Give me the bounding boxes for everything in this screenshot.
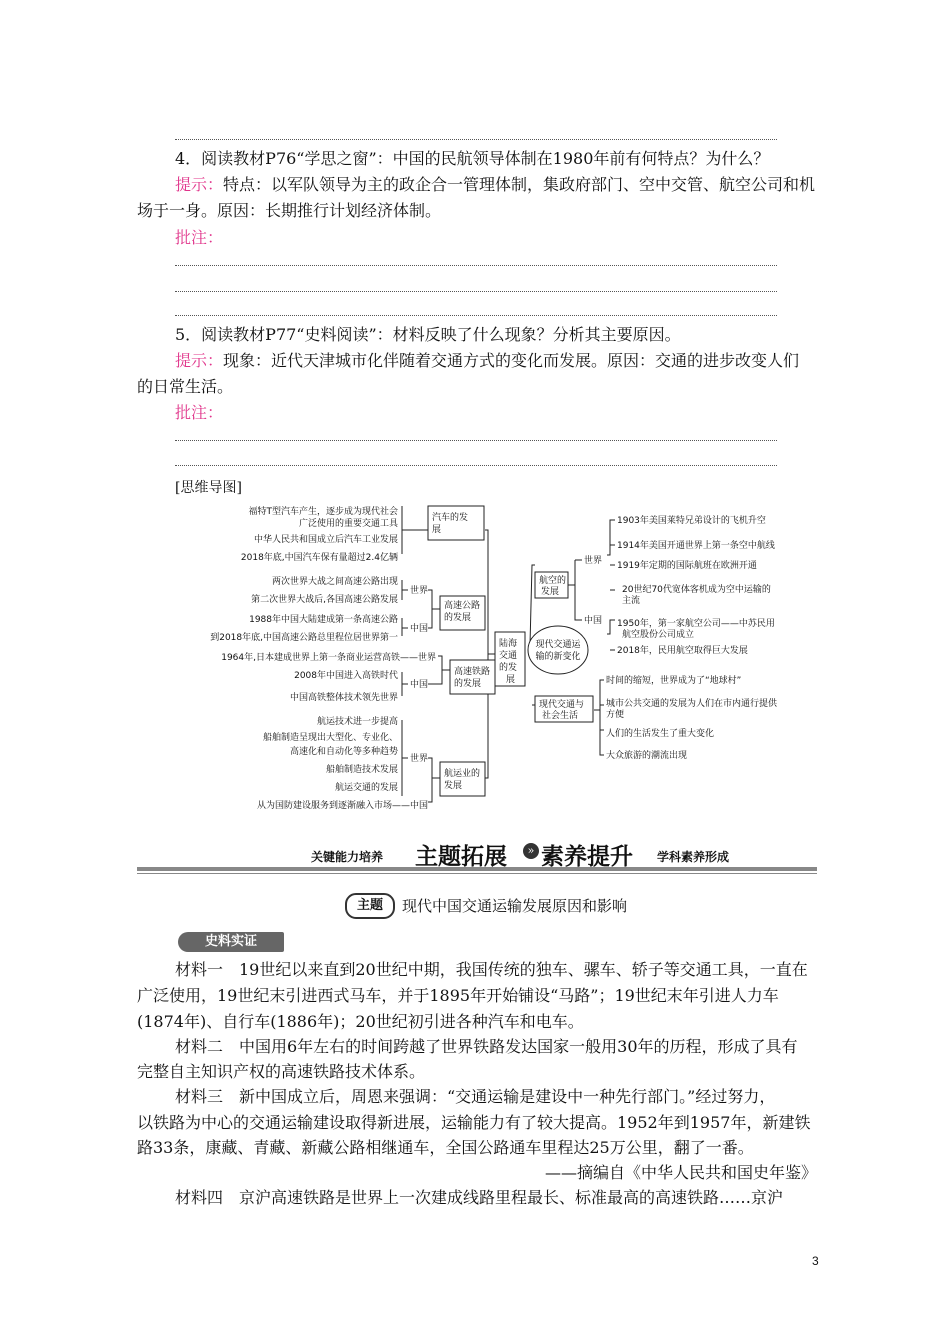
ship-world: 世界 [410, 754, 429, 764]
material-line: 路33条，康藏、青藏、新藏公路相继通车，全国公路通车里程达25万公里，翻了一番。 [137, 1138, 754, 1157]
air-world: 世界 [584, 556, 603, 566]
hint-label: 提示： [175, 175, 224, 194]
life-item: 人们的生活发生了重大变化 [606, 729, 715, 739]
hint-text: 现象：近代天津城市化伴随着交通方式的变化而发展。原因：交通的进步改变人们 [223, 351, 800, 370]
q5-hint-line [175, 350, 855, 372]
car-item: 福特T型汽车产生，逐步成为现代社会 [248, 507, 398, 517]
air-label: 发展 [541, 587, 560, 597]
q4-hint-line2: 场于一身。原因：长期推行计划经济体制。 [137, 201, 442, 220]
banner-right: 学科素养形成 [657, 850, 730, 864]
center-node: 输的新变化 [535, 652, 581, 662]
answer-line [175, 440, 777, 441]
material-line: 材料二 中国用6年左右的时间跨越了世界铁路发达国家一般用30年的历程，形成了具有 [175, 1037, 798, 1056]
air-item: 1903年美国莱特兄弟设计的飞机升空 [617, 516, 766, 526]
road-item: 1988年中国大陆建成第一条高速公路 [249, 615, 398, 625]
ship-item: 航运交通的发展 [334, 783, 398, 793]
material-line: 材料一 19世纪以来直到20世纪中期，我国传统的独车、骡车、轿子等交通工具，一直在 [175, 960, 808, 979]
divider [137, 867, 817, 871]
car-label: 汽车的发 [432, 513, 469, 523]
ship-label: 发展 [444, 781, 463, 791]
road-china: 中国 [410, 624, 429, 634]
topic-title: 现代中国交通运输发展原因和影响 [402, 897, 628, 915]
banner-title: 素养提升 [541, 844, 633, 870]
banner-title: 主题拓展 [415, 844, 507, 870]
page-number: 3 [812, 1254, 819, 1268]
material-line: 以铁路为中心的交通运输建设取得新进展，运输能力有了较大提高。1952年到1957年，新建铁 [137, 1113, 811, 1132]
life-label: 社会生活 [542, 711, 579, 721]
note-label: 批注： [175, 228, 224, 247]
car-item: 中华人民共和国成立后汽车工业发展 [253, 535, 398, 545]
question-5: 5．阅读教材P77“史料阅读”：材料反映了什么现象？分析其主要原因。 [175, 325, 681, 344]
air-item: 主流 [622, 596, 641, 606]
material-source: ——摘编自《中华人民共和国史年鉴》 [544, 1163, 817, 1182]
land-label: 交通 [499, 651, 518, 661]
material-line: 完整自主知识产权的高速铁路技术体系。 [137, 1062, 426, 1081]
center-node: 现代交通运 [535, 640, 581, 650]
land-label: 陆海 [499, 639, 518, 649]
arrow-icon: » [523, 843, 539, 859]
rail-label: 的发展 [454, 679, 482, 689]
life-item: 时间的缩短，世界成为了“地球村” [606, 676, 742, 686]
hint-label: 提示： [175, 351, 224, 370]
mindmap-heading: [思维导图] [175, 480, 242, 496]
road-item: 两次世界大战之间高速公路出现 [271, 577, 398, 587]
car-item: 2018年底,中国汽车保有量超过2.4亿辆 [240, 553, 398, 563]
material-line: (1874年)、自行车(1886年)；20世纪初引进各种汽车和电车。 [137, 1012, 584, 1031]
life-label: 现代交通与 [539, 700, 585, 710]
life-item: 大众旅游的潮流出现 [606, 751, 688, 761]
land-label: 展 [506, 675, 516, 685]
section-banner [137, 838, 817, 868]
ship-item: 航运技术进一步提高 [316, 717, 398, 727]
topic-badge: 主题 [345, 893, 395, 919]
material-line: 材料三 新中国成立后，周恩来强调：“交通运输是建设中一种先行部门。”经过努力， [175, 1087, 776, 1106]
divider [137, 873, 817, 874]
rail-china: 中国 [410, 680, 429, 690]
q4-hint-line [175, 174, 855, 196]
rail-item: 中国高铁整体技术领先世界 [289, 693, 398, 703]
ship-china-item: 从为国防建设服务到逐渐融入市场——中国 [256, 801, 428, 811]
answer-line [175, 139, 777, 140]
air-item: 航空股份公司成立 [622, 630, 695, 640]
ship-label: 航运业的 [444, 769, 481, 779]
road-item: 到2018年底,中国高速公路总里程位居世界第一 [210, 633, 398, 643]
car-item: 广泛使用的重要交通工具 [298, 519, 398, 529]
question-4: 4．阅读教材P76“学思之窗”：中国的民航领导体制在1980年前有何特点？为什么？ [175, 149, 770, 168]
q5-hint-line2: 的日常生活。 [137, 377, 234, 396]
note-label: 批注： [175, 403, 224, 422]
ship-item: 船舶制造呈现出大型化、专业化、 [262, 733, 398, 743]
air-label: 航空的 [539, 576, 567, 586]
answer-line [175, 465, 777, 466]
road-label: 的发展 [444, 613, 472, 623]
ship-item: 船舶制造技术发展 [325, 765, 398, 775]
rail-item: 2008年中国进入高铁时代 [294, 671, 398, 681]
road-world: 世界 [410, 586, 429, 596]
material-line: 广泛使用，19世纪末引进西式马车，并于1895年开始铺设“马路”；19世纪末年引进人力车 [137, 986, 779, 1005]
material-line: 材料四 京沪高速铁路是世界上一次建成线路里程最长、标准最高的高速铁路……京沪 [175, 1188, 784, 1207]
answer-line [175, 291, 777, 292]
ship-item: 高速化和自动化等多种趋势 [289, 747, 398, 757]
answer-line [175, 265, 777, 266]
rail-world-item: 1964年,日本建成世界上第一条商业运营高铁——世界 [221, 653, 436, 663]
mind-map [170, 500, 800, 820]
answer-line [175, 315, 777, 316]
air-item: 1914年美国开通世界上第一条空中航线 [617, 541, 775, 551]
road-label: 高速公路 [444, 601, 481, 611]
life-item: 城市公共交通的发展为人们在市内通行提供 [606, 699, 778, 709]
banner-left: 关键能力培养 [311, 850, 384, 864]
road-item: 第二次世界大战后,各国高速公路发展 [251, 595, 398, 605]
hint-text: 特点：以军队领导为主的政企合一管理体制，集政府部门、空中交管、航空公司和机 [223, 175, 816, 194]
air-item: 2018年，民用航空取得巨大发展 [617, 646, 748, 656]
rail-label: 高速铁路 [454, 667, 491, 677]
land-label: 的发 [499, 663, 518, 673]
section-tag: 史料实证 [178, 932, 284, 952]
life-item: 方便 [606, 710, 625, 720]
air-item: 1950年，第一家航空公司——中苏民用 [617, 619, 775, 629]
air-item: 1919年定期的国际航班在欧洲开通 [617, 561, 757, 571]
car-label: 展 [432, 525, 442, 535]
air-item: 20世纪70代宽体客机成为空中运输的 [622, 585, 771, 595]
air-china: 中国 [584, 616, 603, 626]
